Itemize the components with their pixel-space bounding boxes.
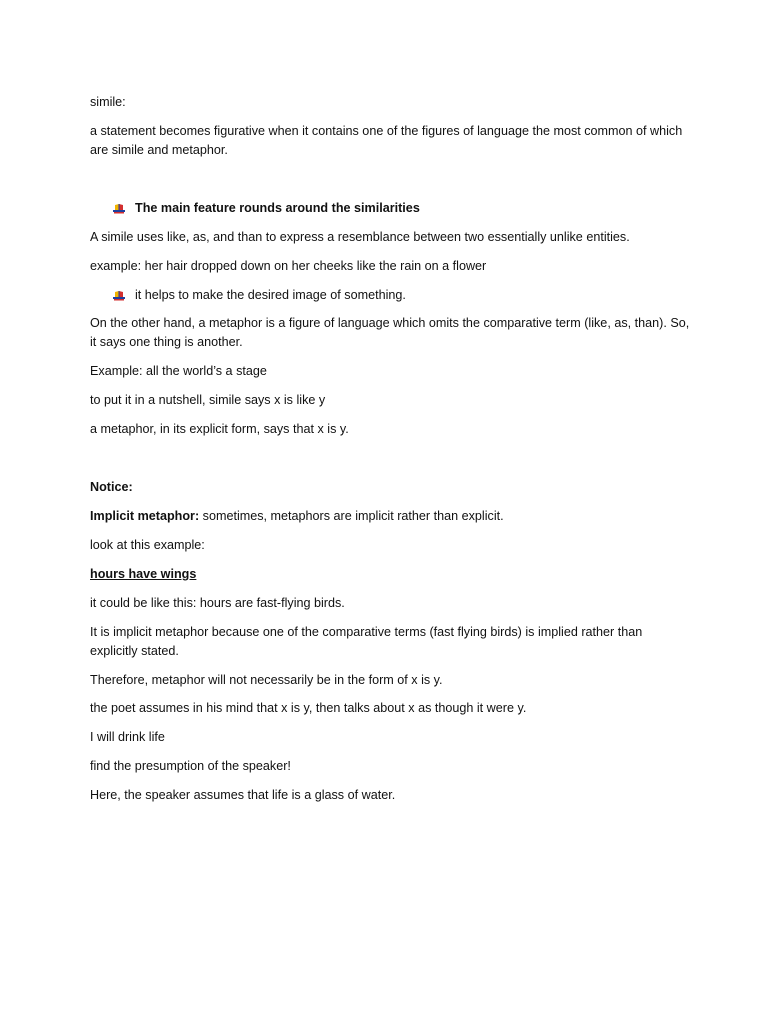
bullet-item-main-feature (90, 199, 690, 218)
example-intro: look at this example: (90, 537, 205, 552)
implicit-metaphor-paragraph (90, 507, 690, 526)
simile-heading: simile: (90, 95, 126, 109)
empty-line (90, 449, 690, 468)
notice-heading: Notice: (90, 480, 133, 494)
metaphor-example: Example: all the world’s a stage (90, 364, 267, 379)
bullet-text: The main feature rounds around the similarities (135, 200, 420, 215)
document-body (90, 93, 690, 815)
implicit-explanation: It is implicit metaphor because one of the comparative terms (fast flying birds) is implied rather than explicitly stated. (90, 624, 643, 658)
implicit-metaphor-term: Implicit metaphor: (90, 508, 200, 523)
bullet-item-desired-image (90, 286, 690, 305)
bullet-text: it helps to make the desired image of something. (135, 287, 406, 302)
example-phrase: hours have wings (90, 566, 197, 581)
poet-assumption: the poet assumes in his mind that x is y, then talks about x as though it were y. (90, 701, 527, 716)
empty-line (90, 170, 690, 189)
implicit-metaphor-text: sometimes, metaphors are implicit rather than explicit. (199, 508, 504, 523)
drink-life-line: I will drink life (90, 730, 165, 745)
book-bullet-icon (112, 289, 126, 301)
nutshell-simile: to put it in a nutshell, simile says x is like y (90, 393, 326, 408)
presumption-prompt: find the presumption of the speaker! (90, 759, 291, 774)
example-expansion: it could be like this: hours are fast-flying birds. (90, 595, 345, 610)
simile-definition: A simile uses like, as, and than to express a resemblance between two essentially unlike entities. (90, 229, 630, 244)
metaphor-definition: On the other hand, a metaphor is a figure of language which omits the comparative term (like, as, than). So, it says one thing is another. (90, 316, 690, 350)
nutshell-metaphor: a metaphor, in its explicit form, says that x is y. (90, 422, 349, 437)
therefore-paragraph: Therefore, metaphor will not necessarily be in the form of x is y. (90, 672, 443, 687)
simile-example: example: her hair dropped down on her cheeks like the rain on a flower (90, 258, 487, 273)
intro-paragraph: a statement becomes figurative when it contains one of the figures of language the most common of which are simile and metaphor. (90, 123, 683, 157)
presumption-answer: Here, the speaker assumes that life is a glass of water. (90, 788, 396, 803)
book-bullet-icon (112, 202, 126, 214)
